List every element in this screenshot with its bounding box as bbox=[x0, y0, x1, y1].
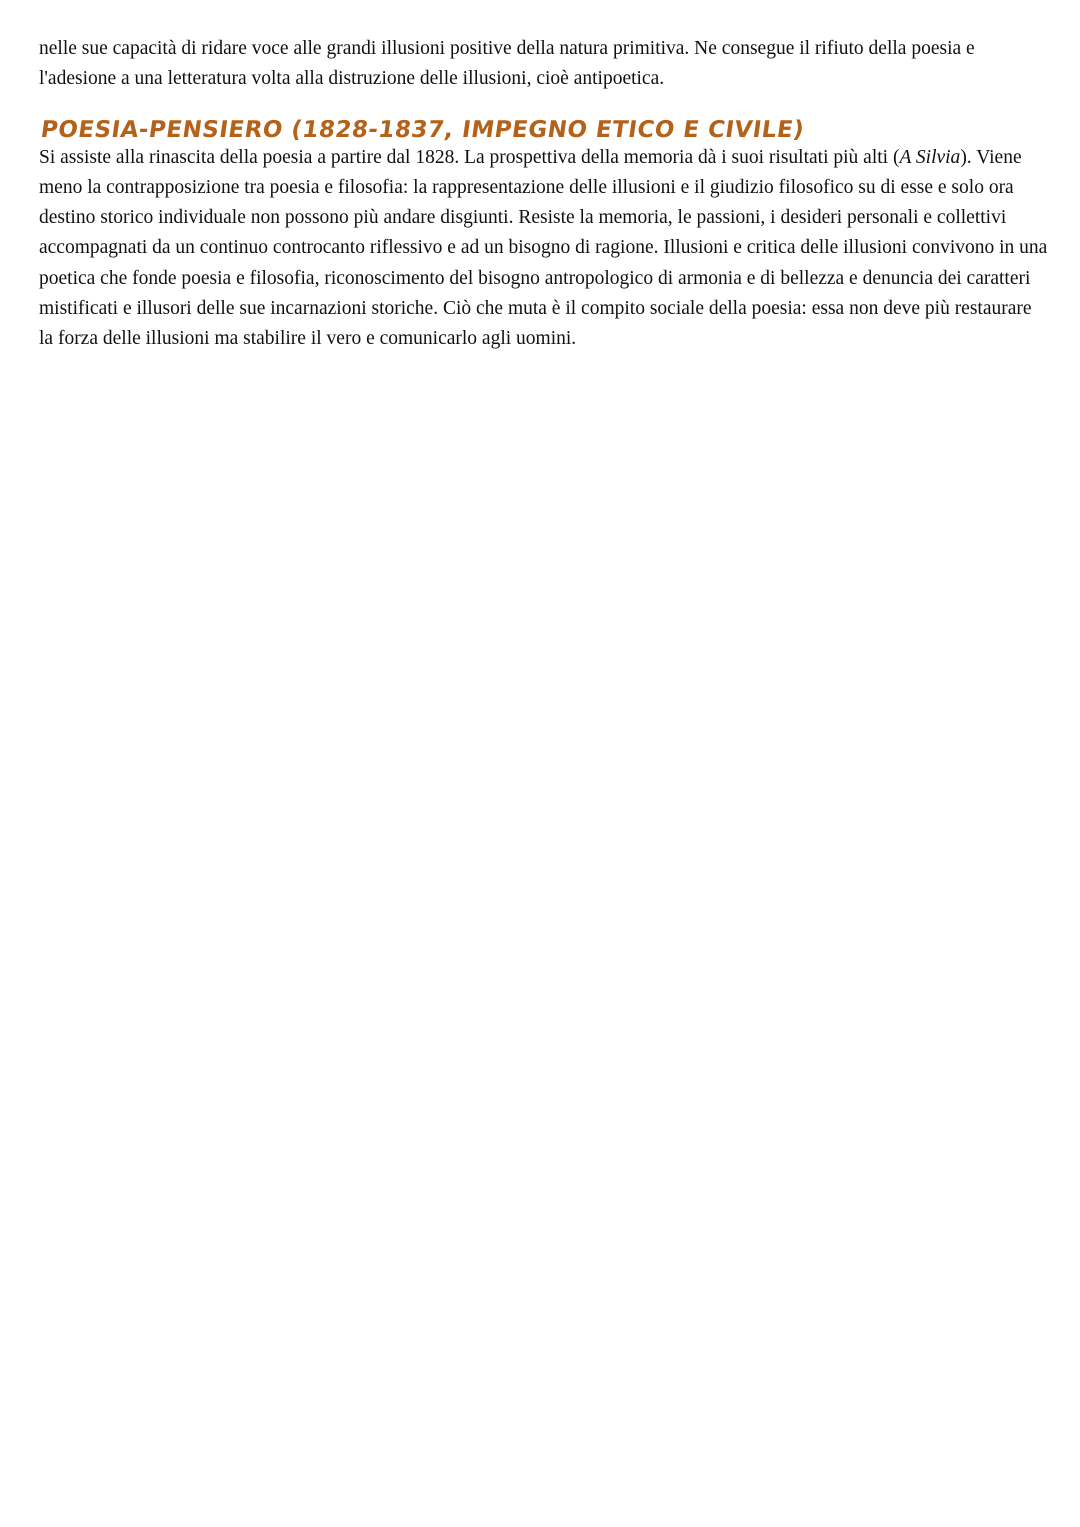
intro-paragraph: nelle sue capacità di ridare voce alle grandi illusioni positive della natura primitiva. Ne consegue il rifiuto della poesia e l'adesione a una letteratura volta alla distruzione delle illusioni, cioè antipoetica. bbox=[39, 38, 975, 90]
section-body-text-start: Si assiste alla rinascita della poesia a partire dal 1828. La prospettiva della memoria dà i suoi risultati più alti ( bbox=[39, 146, 900, 168]
document-page bbox=[39, 34, 1049, 355]
section-heading: POESIA-PENSIERO (1828-1837, IMPEGNO ETICO E CIVILE) bbox=[39, 116, 806, 143]
section-body-text-end: ). Viene meno la contrapposizione tra poesia e filosofia: la rappresentazione delle illusioni e il giudizio filosofico su di esse e solo ora destino storico individuale non possono più andare disgiunti. Resiste la memoria, le passioni, i desideri personali e collettivi accompagnati da un continuo controcanto riflessivo e ad un bisogno di ragione. Illusioni e critica delle illusioni convivono in una poetica che fonde poesia e filosofia, riconoscimento del bisogno antropologico di armonia e di bellezza e denuncia dei caratteri mistificati e illusori delle sue incarnazioni storiche. Ciò che muta è il compito sociale della poesia: essa non deve più restaurare la forza delle illusioni ma stabilire il vero e comunicarlo agli uomini. bbox=[39, 146, 1048, 350]
section-body bbox=[39, 143, 1049, 355]
poem-title: A Silvia bbox=[899, 146, 961, 168]
